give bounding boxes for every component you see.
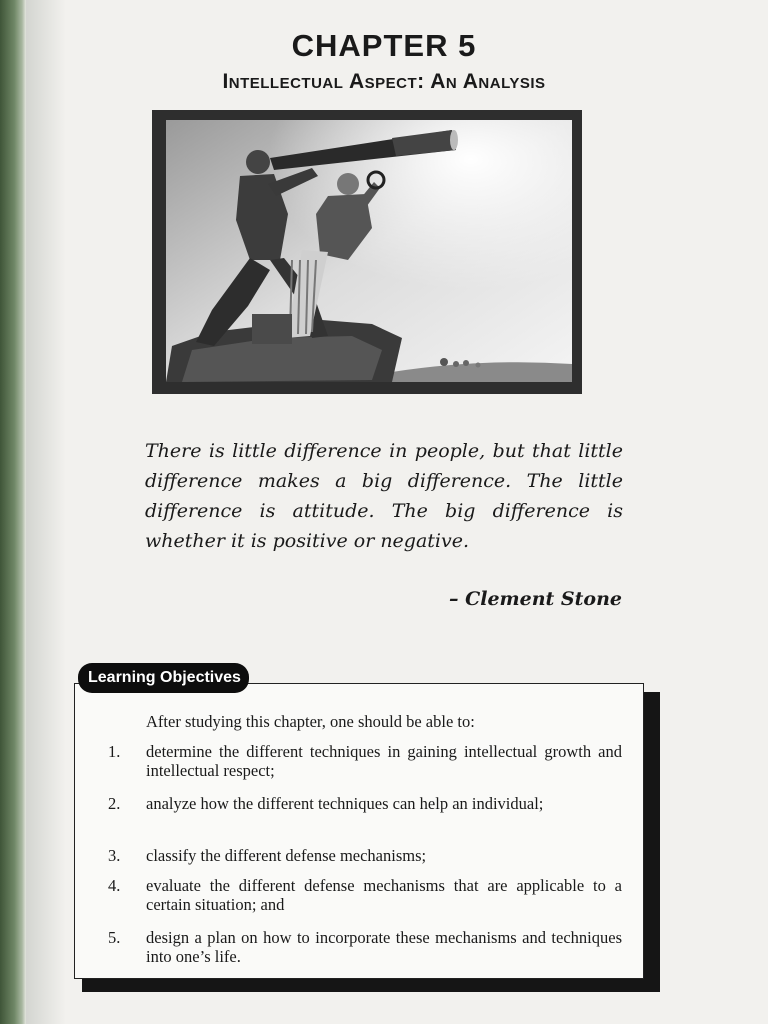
list-item — [108, 794, 628, 846]
list-item — [108, 928, 628, 980]
list-item-number: 1. — [108, 742, 121, 761]
objectives-list — [108, 742, 628, 980]
list-item-text: analyze how the different techniques can help an individual; — [146, 794, 544, 813]
telescope-explorers-illustration — [152, 110, 582, 394]
chapter-subtitle: Intellectual Aspect: An Analysis — [222, 70, 546, 93]
list-item-text: evaluate the different defense mechanisms that are applicable to a certain situation; and — [146, 876, 622, 914]
list-item-number: 2. — [108, 794, 121, 813]
list-item-number: 5. — [108, 928, 121, 947]
list-item-text: classify the different defense mechanisms; — [146, 846, 427, 865]
quote-author: – Clement Stone — [448, 588, 622, 610]
list-item-number: 3. — [108, 846, 121, 865]
learning-objectives-heading: Learning Objectives — [78, 663, 249, 693]
list-item-number: 4. — [108, 876, 121, 895]
chapter-title: CHAPTER 5 — [291, 28, 477, 63]
list-item — [108, 846, 628, 876]
list-item-text: determine the different techniques in gaining intellectual growth and intellectual respect; — [146, 742, 622, 780]
list-item-text: design a plan on how to incorporate these mechanisms and techniques into one’s life. — [146, 928, 622, 966]
objectives-intro: After studying this chapter, one should be able to: — [146, 712, 475, 731]
list-item — [108, 876, 628, 928]
page-gutter-shadow — [26, 0, 66, 1024]
epigraph-quote: There is little difference in people, but that little difference makes a big difference. The little difference is attitude. The big difference is whether it is positive or negative. — [145, 440, 623, 552]
list-item — [108, 742, 628, 794]
book-spine — [0, 0, 26, 1024]
